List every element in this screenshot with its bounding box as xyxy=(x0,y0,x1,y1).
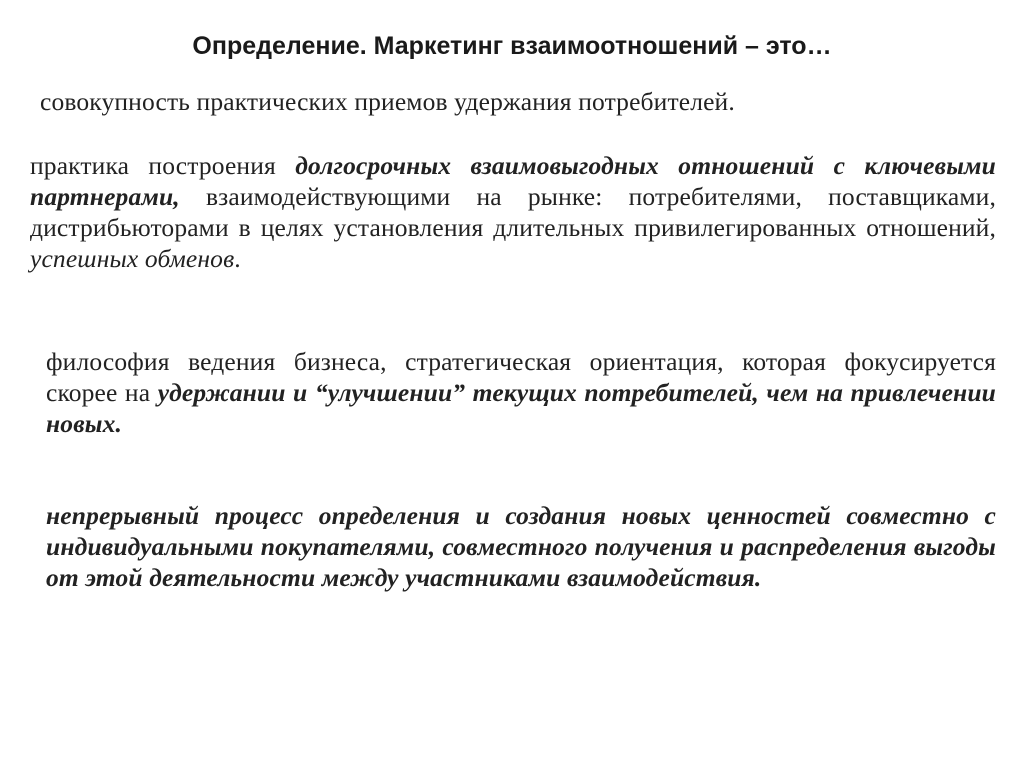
definition-2-part-3: взаимодействующими на рынке: потребителями, поставщиками, дистрибьюторами в целях установления длительных привилегированных отношений, xyxy=(30,182,996,242)
definition-2-part-1: практика построения xyxy=(30,151,296,180)
definition-2-emphasis: долгосрочных взаимовыгодных отношений с ключевыми партнерами, xyxy=(30,151,996,211)
definition-3-part-1: философия ведения бизнеса, стратегическая ориентация, которая фокусируется скорее на xyxy=(46,347,996,407)
definition-3 xyxy=(46,346,996,439)
definition-2-italic: успешных обменов xyxy=(30,244,235,273)
definition-2-period: . xyxy=(234,244,241,273)
definition-4 xyxy=(46,500,996,593)
definition-2 xyxy=(30,150,996,274)
slide-title: Определение. Маркетинг взаимоотношений – это… xyxy=(192,32,832,60)
definition-4-text: непрерывный процесс определения и создания новых ценностей совместно с индивидуальными покупателями, совместного получения и распределения выгоды от этой деятельности между участниками взаимодействия. xyxy=(46,501,996,592)
definition-3-emphasis: удержании и “улучшении” текущих потребителей, чем на привлечении новых. xyxy=(46,378,997,438)
definition-1-text: совокупность практических приемов удержания потребителей. xyxy=(40,87,735,116)
definition-1 xyxy=(40,86,940,117)
